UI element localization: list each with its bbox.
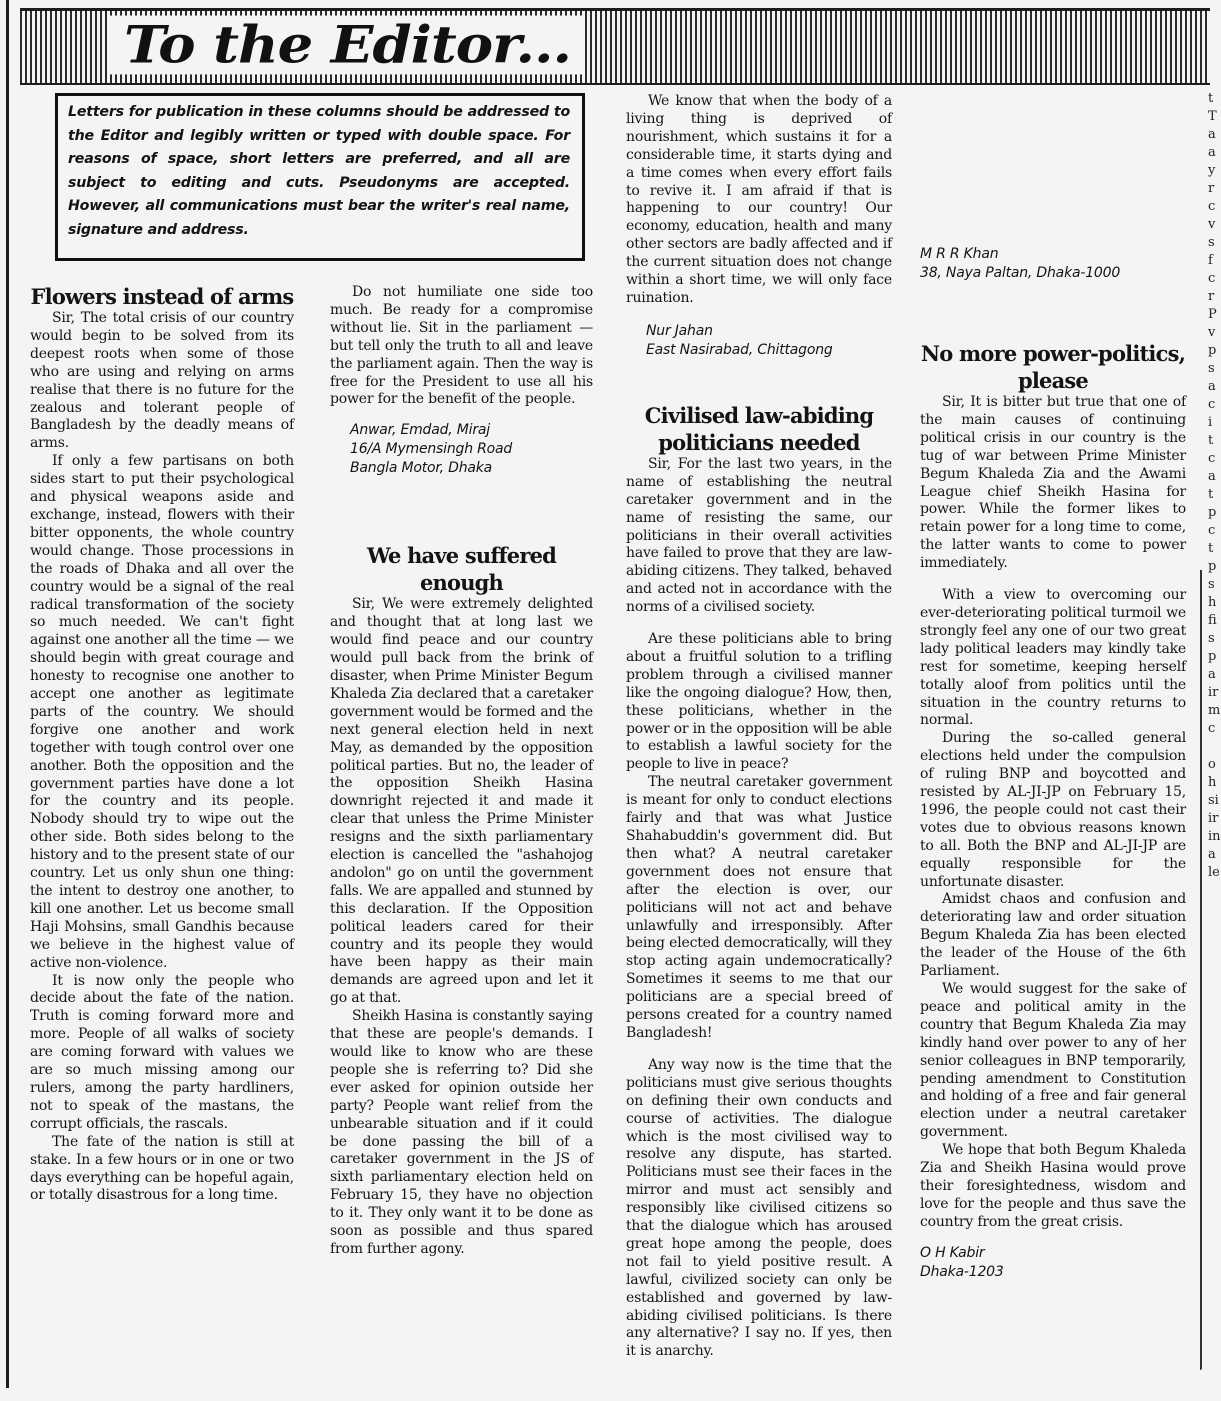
signature-name: Nur Jahan bbox=[646, 322, 713, 339]
headline-civilised: Civilised law-abiding politicians needed bbox=[644, 402, 874, 455]
signature-name: O H Kabir bbox=[920, 1244, 985, 1261]
column-3 bbox=[626, 93, 892, 1361]
signature-name: Anwar, Emdad, Miraj bbox=[350, 422, 490, 439]
signature-suffered bbox=[626, 322, 892, 360]
signature-civilised bbox=[920, 245, 1186, 283]
signature-power bbox=[920, 1244, 1186, 1282]
letter-paragraph: With a view to overcoming our ever-deteriorating political turmoil we strongly feel any one of our two great lady political leaders may kindly take rest for sometime, keeping herself totally aloof from politics until the situation in the country returns to normal. bbox=[920, 587, 1186, 729]
headline-suffered: We have suffered enough bbox=[366, 543, 557, 596]
letter-paragraph: The fate of the nation is still at stake. In a few hours or in one or two days everything can be hopeful again, or totally disastrous for a long time. bbox=[30, 1133, 294, 1204]
letter-paragraph: Sir, For the last two years, in the name of establishing the neutral caretaker government and in the name of resisting the same, our politicians in their overall activities have failed to prove that they are law-abiding citizens. They talked, behaved and acted not in accordance with the norms of a civilised society. bbox=[626, 455, 892, 616]
letter-paragraph: Sir, It is bitter but true that one of the main causes of continuing political crisis in our country is the tug of war between Prime Minister Begum Khaleda Zia and the Awami League chief Sheikh Hasina for power. While the former likes to retain power for a long time to come, the latter wants to come to power immediately. bbox=[920, 394, 1186, 572]
column-4 bbox=[920, 340, 1186, 1282]
column-divider bbox=[1200, 570, 1202, 1370]
letter-paragraph: We would suggest for the sake of peace and political amity in the country that Begum Khaleda Zia may kindly hand over power to any of her senior colleagues in BNP temporarily, pending amendment to Constitution and holding of a free and fair general election under a neutral caretaker government. bbox=[920, 981, 1186, 1141]
section-banner bbox=[20, 8, 1210, 85]
letter-paragraph: Amidst chaos and confusion and deteriorating law and order situation Begum Khaleda Zia has been elected the leader of the House of the 6th Parliament. bbox=[920, 891, 1186, 980]
signature-flowers bbox=[330, 421, 593, 478]
letter-paragraph: Do not humiliate one side too much. Be ready for a compromise without lie. Sit in the parliament — but tell only the truth to all and leave the parliament again. Then the way is free for the President to use all his power for the benefit of the people. bbox=[330, 284, 593, 408]
page-border bbox=[6, 0, 9, 1388]
signature-address: Bangla Motor, Dhaka bbox=[350, 460, 493, 477]
letter-paragraph: The neutral caretaker government is meant for only to conduct elections fairly and that was what Justice Shahabuddin's government did. But then what? A neutral caretaker government does not ensure that after the election is over, our politicians will not act and behave unlawfully and irresponsibly. After being elected democratically, will they stop acting again undemocratically? Sometimes it seems to me that our politicians are a special breed of persons created for a country named Bangladesh! bbox=[626, 774, 892, 1041]
adjacent-column-fragment: t T a a y r c v s f c r P v p s a c i t c a t p c t p s h fi s p a ir m c o h si ir in a le bbox=[1208, 91, 1221, 880]
column-4-top bbox=[920, 93, 1186, 283]
letter-paragraph: Sir, The total crisis of our country would begin to be solved from its deepest roots when some of those who are using and relying on arms realise that there is no future for the zealous and tolerant people of Bangladesh by the deadly means of arms. bbox=[30, 310, 294, 452]
column-2 bbox=[330, 284, 593, 1259]
headline-power: No more power-politics, please bbox=[920, 341, 1186, 393]
letter-paragraph: We hope that both Begum Khaleda Zia and Sheikh Hasina would prove their foresightedness, wisdom and love for the people and thus save the country from the great crisis. bbox=[920, 1142, 1186, 1230]
letter-paragraph: During the so-called general elections held under the compulsion of ruling BNP and boycotted and resisted by AL-JI-JP on February 15, 1996, the people could not cast their votes due to obvious reasons known to all. Both the BNP and AL-JI-JP are equally responsible for the unfortunate disaster. bbox=[920, 730, 1186, 890]
editor-notice-box bbox=[55, 93, 585, 261]
signature-address: East Nasirabad, Chittagong bbox=[646, 341, 833, 358]
letter-paragraph: If only a few partisans on both sides start to put their psychological and physical weapons aside and exchange, instead, flowers with their bitter opponents, the whole country would change. Those processions in the roads of Dhaka and all over the country would be a signal of the real radical transformation of the society so much needed. We can't fight against one another all the time — we should begin with great courage and honesty to recognise one another to accept one another as legitimate parts of the country. We should forgive one another and work together with tough control over one another. Both the opposition and the government parties have done a lot for the country and its people. Nobody should try to wipe out the other side. Both sides belong to the history and to the present state of our country. Let us only shun one thing: the intent to destroy one another, to kill one another. Let us become small Haji Mohsins, small Gandhis because we believe in the highest value of active non-violence. bbox=[30, 453, 294, 971]
editor-notice-text: Letters for publication in these columns should be addressed to the Editor and legibly written or typed with double space. For reasons of space, short letters are preferred, and all are subject to editing and cuts. Pseudonyms are accepted. However, all communications must bear the writer's real name, signature and address. bbox=[68, 104, 570, 238]
signature-address: 16/A Mymensingh Road bbox=[350, 441, 513, 458]
section-title: To the Editor... bbox=[110, 16, 585, 75]
letter-paragraph: Are these politicians able to bring about a fruitful solution to a trifling problem through a civilised manner like the ongoing dialogue? How, then, these politicians, whether in the power or in the opposition will be able to establish a lawful society for the people to live in peace? bbox=[626, 631, 892, 773]
column-1 bbox=[30, 283, 294, 1205]
headline-flowers: Flowers instead of arms bbox=[30, 284, 294, 309]
letter-paragraph: We know that when the body of a living thing is deprived of nourishment, which sustains it for a considerable time, it starts dying and a time comes when every effort fails to revive it. I am afraid if that is happening to our country! Our economy, education, health and many other sectors are badly affected and if the current situation does not change within a short time, we will only face ruination. bbox=[626, 93, 892, 306]
letter-paragraph: It is now only the people who decide about the fate of the nation. Truth is coming forward more and more. People of all walks of society are coming forward with values we are so much missing among our rulers, among the party hardliners, not to speak of the mastans, the corrupt officials, the rascals. bbox=[30, 972, 294, 1132]
signature-address: Dhaka-1203 bbox=[920, 1263, 1004, 1280]
letter-paragraph: Sheikh Hasina is constantly saying that these are people's demands. I would like to know who are these people she is referring to? Did she ever asked for opinion outside her party? People want relief from the unbearable situation and if it could be done passing the bill of a caretaker government in the JS of sixth parliamentary election held on February 15, they have no objection to it. They only want it to be done as soon as possible and thus spared from further agony. bbox=[330, 1008, 593, 1257]
letter-paragraph: Any way now is the time that the politicians must give serious thoughts on defining their own conducts and course of activities. The dialogue which is the most civilised way to resolve any dispute, has started. Politicians must see their faces in the mirror and must act sensibly and responsibly like civilised citizens so that the dialogue which has aroused great hope among the people, does not fail to yield positive result. A lawful, civilized society can only be established and governed by law-abiding civilised politicians. Is there any alternative? I say no. If yes, then it is anarchy. bbox=[626, 1056, 892, 1360]
signature-address: 38, Naya Paltan, Dhaka-1000 bbox=[920, 265, 1121, 281]
signature-name: M R R Khan bbox=[920, 246, 999, 262]
letter-paragraph: Sir, We were extremely delighted and thought that at long last we would find peace and our country would pull back from the brink of disaster, when Prime Minister Begum Khaleda Zia declared that a caretaker government would be formed and the next general election held in next May, as demanded by the opposition political parties. But no, the leader of the opposition Sheikh Hasina downright rejected it and made it clear that unless the Prime Minister resigns and the sixth parliamentary election is cancelled the "ashahojog andolon" go on until the government falls. We are appalled and stunned by this declaration. If the Opposition political leaders cared for their country and its people they would have been happy as their main demands are agreed upon and let it go at that. bbox=[330, 596, 593, 1007]
